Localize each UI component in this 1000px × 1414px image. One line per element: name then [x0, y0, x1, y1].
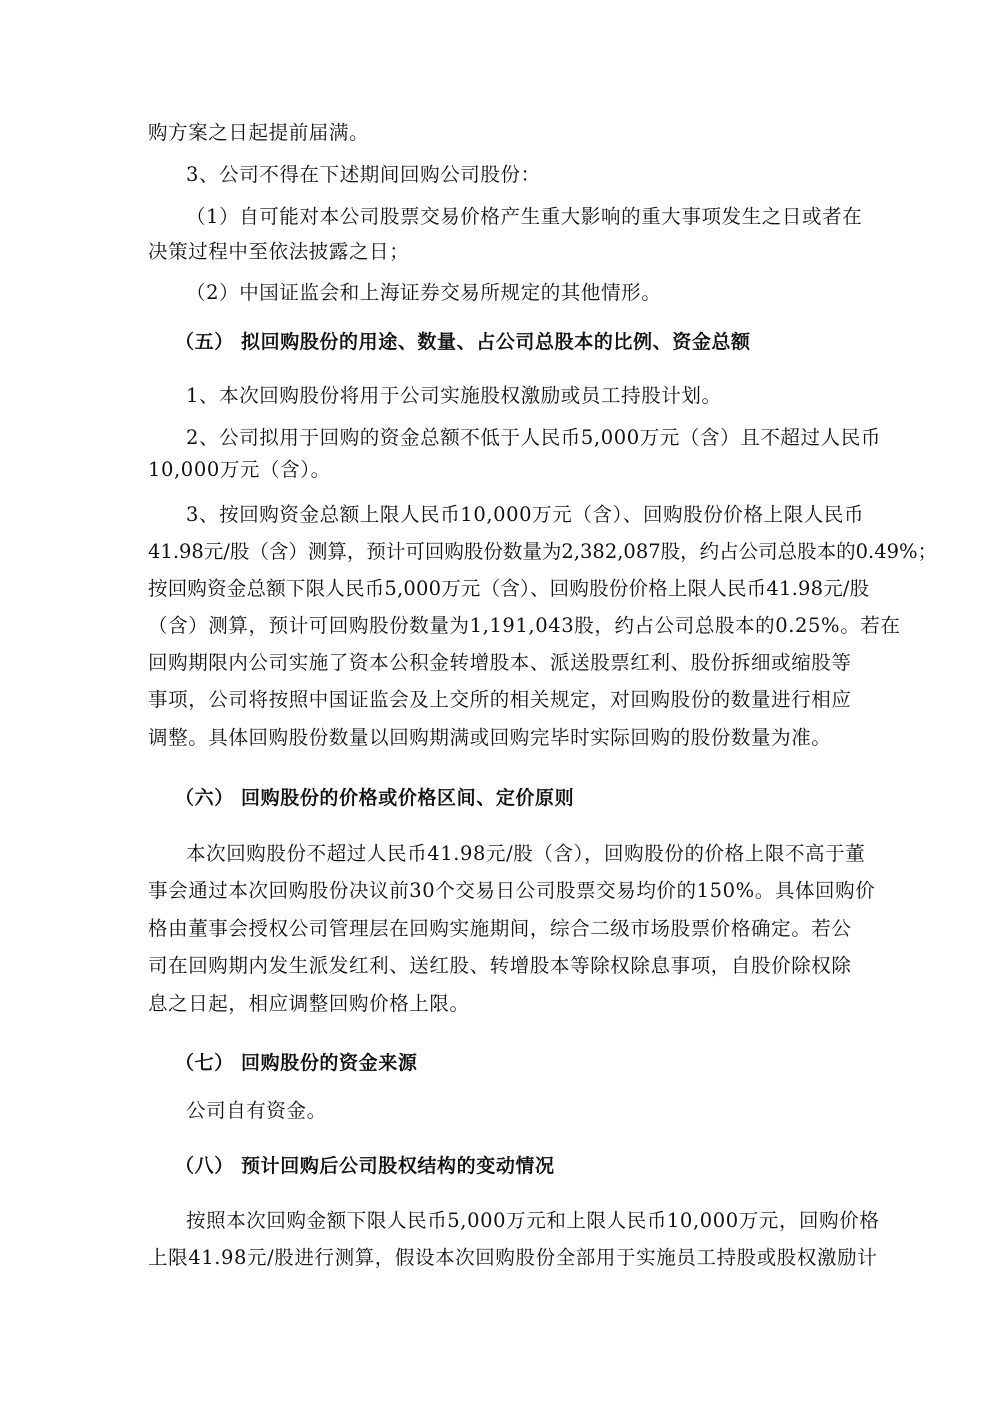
body-line: 回购期限内公司实施了资本公积金转增股本、派送股票红利、股份拆细或缩股等 — [148, 651, 852, 674]
body-line: 按回购资金总额下限人民币5,000万元（含）、回购股份价格上限人民币41.98元/股 — [148, 577, 870, 600]
body-line: 1、本次回购股份将用于公司实施股权激励或员工持股计划。 — [186, 384, 722, 407]
body-line: 公司自有资金。 — [186, 1099, 327, 1122]
body-line: 按照本次回购金额下限人民币5,000万元和上限人民币10,000万元，回购价格 — [186, 1209, 880, 1232]
body-line: 3、按回购资金总额上限人民币10,000万元（含）、回购股份价格上限人民币 — [186, 503, 865, 526]
body-line: 41.98元/股（含）测算，预计可回购股份数量为2,382,087股，约占公司总股本的0.49%； — [148, 540, 938, 563]
body-line: 3、公司不得在下述期间回购公司股份： — [186, 163, 541, 186]
section-heading-6: （六） 回购股份的价格或价格区间、定价原则 — [175, 787, 575, 809]
section-heading-5: （五） 拟回购股份的用途、数量、占公司总股本的比例、资金总额 — [175, 331, 751, 353]
body-line: 司在回购期内发生派发红利、送红股、转增股本等除权除息事项，自股价除权除 — [148, 954, 852, 977]
body-line: 本次回购股份不超过人民币41.98元/股（含），回购股份的价格上限不高于董 — [186, 842, 866, 865]
body-line: 事项，公司将按照中国证监会及上交所的相关规定，对回购股份的数量进行相应 — [148, 688, 852, 711]
body-line: 息之日起，相应调整回购价格上限。 — [148, 992, 470, 1015]
body-line: 2、公司拟用于回购的资金总额不低于人民币5,000万元（含）且不超过人民币 — [186, 426, 881, 449]
body-line: （含）测算，预计可回购股份数量为1,191,043股，约占公司总股本的0.25%。若在 — [148, 614, 901, 637]
body-line: 决策过程中至依法披露之日； — [148, 240, 410, 263]
section-heading-7: （七） 回购股份的资金来源 — [175, 1052, 418, 1074]
body-line: 格由董事会授权公司管理层在回购实施期间，综合二级市场股票价格确定。若公 — [148, 917, 852, 940]
section-heading-8: （八） 预计回购后公司股权结构的变动情况 — [175, 1155, 555, 1177]
body-line: （1）自可能对本公司股票交易价格产生重大影响的重大事项发生之日或者在 — [186, 205, 863, 228]
body-line: 事会通过本次回购股份决议前30个交易日公司股票交易均价的150%。具体回购价 — [148, 879, 876, 902]
body-line: 10,000万元（含）。 — [148, 458, 331, 481]
body-line: 上限41.98元/股进行测算，假设本次回购股份全部用于实施员工持股或股权激励计 — [148, 1246, 878, 1269]
body-line: 购方案之日起提前届满。 — [148, 121, 370, 144]
body-line: 调整。具体回购股份数量以回购期满或回购完毕时实际回购的股份数量为准。 — [148, 726, 832, 749]
body-line: （2）中国证监会和上海证券交易所规定的其他情形。 — [186, 281, 662, 304]
